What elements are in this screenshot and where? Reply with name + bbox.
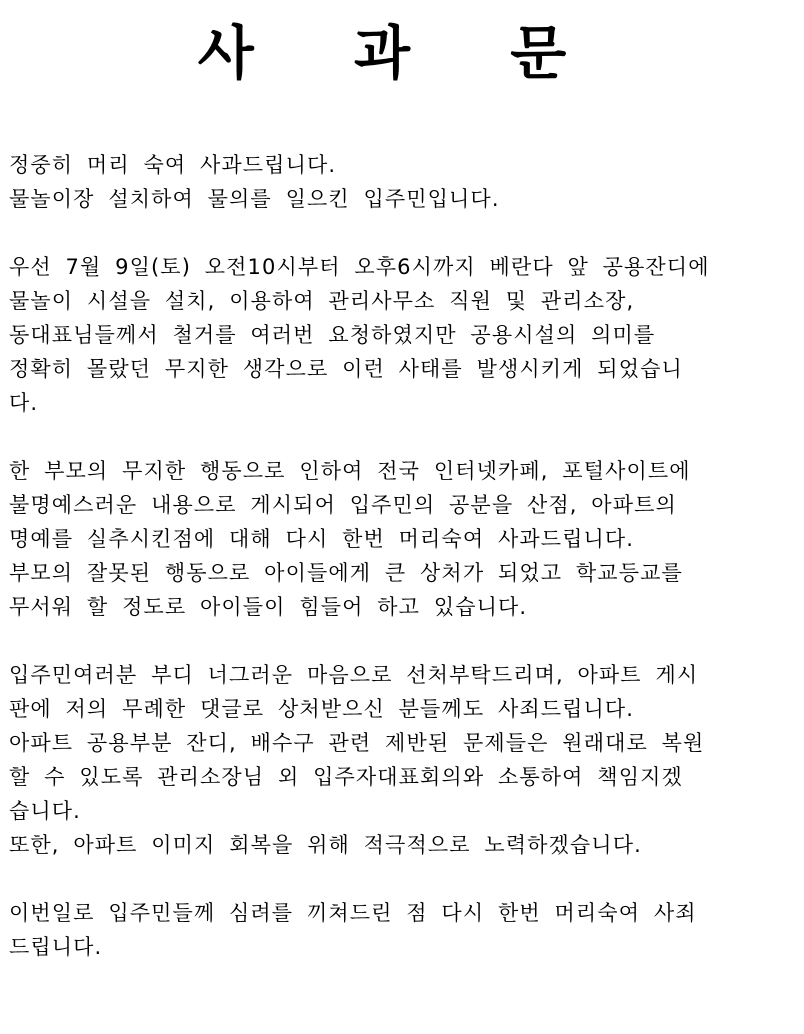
document-body: [9, 148, 799, 964]
text-line: 다.: [9, 391, 39, 415]
text-line: 할 수 있도록 관리소장님 외 입주자대표회의와 소통하여 책임지겠: [9, 765, 683, 789]
text-line: 한 부모의 무지한 행동으로 인하여 전국 인터넷카페, 포털사이트에: [9, 459, 691, 483]
text-line: 정확히 몰랐던 무지한 생각으로 이런 사태를 발생시키게 되었습니: [9, 357, 683, 381]
text-line: 불명예스러운 내용으로 게시되어 입주민의 공분을 산점, 아파트의: [9, 493, 677, 517]
paragraph-closing: [9, 896, 799, 964]
text-line: 이번일로 입주민들께 심려를 끼쳐드린 점 다시 한번 머리숙여 사죄: [9, 901, 697, 925]
paragraph-incident: [9, 250, 799, 420]
text-line: 무서워 할 정도로 아이들이 힘들어 하고 있습니다.: [9, 595, 528, 619]
text-line: 아파트 공용부분 잔디, 배수구 관련 제반된 문제들은 원래대로 복원: [9, 731, 705, 755]
text-line: 또한, 아파트 이미지 회복을 위해 적극적으로 노력하겠습니다.: [9, 833, 642, 857]
text-line: 판에 저의 무례한 댓글로 상처받으신 분들께도 사죄드립니다.: [9, 697, 635, 721]
text-line: 습니다.: [9, 799, 81, 823]
text-line: 동대표님들께서 철거를 여러번 요청하였지만 공용시설의 의미를: [9, 323, 656, 347]
text-line: 부모의 잘못된 행동으로 아이들에게 큰 상처가 되었고 학교등교를: [9, 561, 683, 585]
text-line: 물놀이장 설치하여 물의를 일으킨 입주민입니다.: [9, 187, 500, 211]
paragraph-intro: [9, 148, 799, 216]
text-line: 물놀이 시설을 설치, 이용하여 관리사무소 직원 및 관리소장,: [9, 289, 635, 313]
text-line: 명예를 실추시킨점에 대해 다시 한번 머리숙여 사과드립니다.: [9, 527, 635, 551]
paragraph-consequences: [9, 454, 799, 624]
text-line: 입주민여러분 부디 너그러운 마음으로 선처부탁드리며, 아파트 게시: [9, 663, 699, 687]
document-title: 사 과 문: [197, 19, 607, 87]
text-line: 정중히 머리 숙여 사과드립니다.: [9, 153, 337, 177]
text-line: 우선 7월 9일(토) 오전10시부터 오후6시까지 베란다 앞 공용잔디에: [9, 255, 710, 279]
paragraph-remedy: [9, 658, 799, 862]
text-line: 드립니다.: [9, 935, 103, 959]
